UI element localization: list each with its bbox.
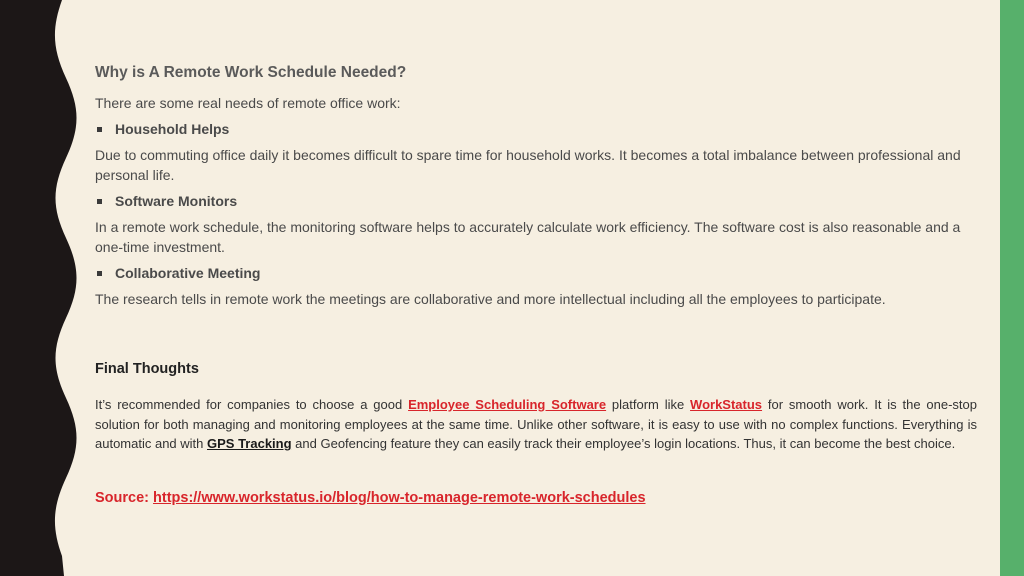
final-text-4: and Geofencing feature they can easily track their employee’s login locations. Thus, it can become the best choice. xyxy=(291,436,956,451)
left-wave-decoration xyxy=(0,0,80,576)
square-bullet-icon xyxy=(97,271,102,276)
square-bullet-icon xyxy=(97,199,102,204)
bullet-household-helps xyxy=(95,119,977,139)
source-line xyxy=(95,488,646,508)
bullet-software-monitors xyxy=(95,191,977,211)
bullet-title: Software Monitors xyxy=(115,193,238,209)
bullet-text: The research tells in remote work the meetings are collaborative and more intellectual including all the employees to participate. xyxy=(95,291,886,307)
final-text-2: platform like xyxy=(606,397,691,412)
right-accent-bar xyxy=(1000,0,1024,576)
intro-text: There are some real needs of remote office work: xyxy=(95,95,401,111)
slide-content xyxy=(95,62,977,506)
source-url-link[interactable]: https://www.workstatus.io/blog/how-to-manage-remote-work-schedules xyxy=(153,490,646,506)
employee-scheduling-software-link[interactable]: Employee Scheduling Software xyxy=(408,397,607,412)
gps-tracking-link[interactable]: GPS Tracking xyxy=(207,436,292,451)
final-text-3: for smooth work. It is the one-stop solution for both managing and monitoring employees at the same time. Unlike other software, it is easy to use with no complex functions. Everything is automatic and with xyxy=(95,397,977,451)
bullet-title: Household Helps xyxy=(115,121,230,137)
bullet-text: Due to commuting office daily it becomes difficult to spare time for household works. It becomes a total imbalance between professional and personal life. xyxy=(95,147,961,183)
final-thoughts-paragraph xyxy=(95,395,977,454)
bullet-text: In a remote work schedule, the monitoring software helps to accurately calculate work efficiency. The software cost is also reasonable and a one-time investment. xyxy=(95,219,961,255)
final-thoughts-title: Final Thoughts xyxy=(95,361,199,377)
workstatus-link[interactable]: WorkStatus xyxy=(690,397,763,412)
section-heading: Why is A Remote Work Schedule Needed? xyxy=(95,64,407,81)
source-label: Source: xyxy=(95,490,154,506)
square-bullet-icon xyxy=(97,127,102,132)
bullet-title: Collaborative Meeting xyxy=(115,265,261,281)
final-text-1: It’s recommended for companies to choose a good xyxy=(95,397,409,412)
bullet-collaborative-meeting xyxy=(95,263,977,283)
